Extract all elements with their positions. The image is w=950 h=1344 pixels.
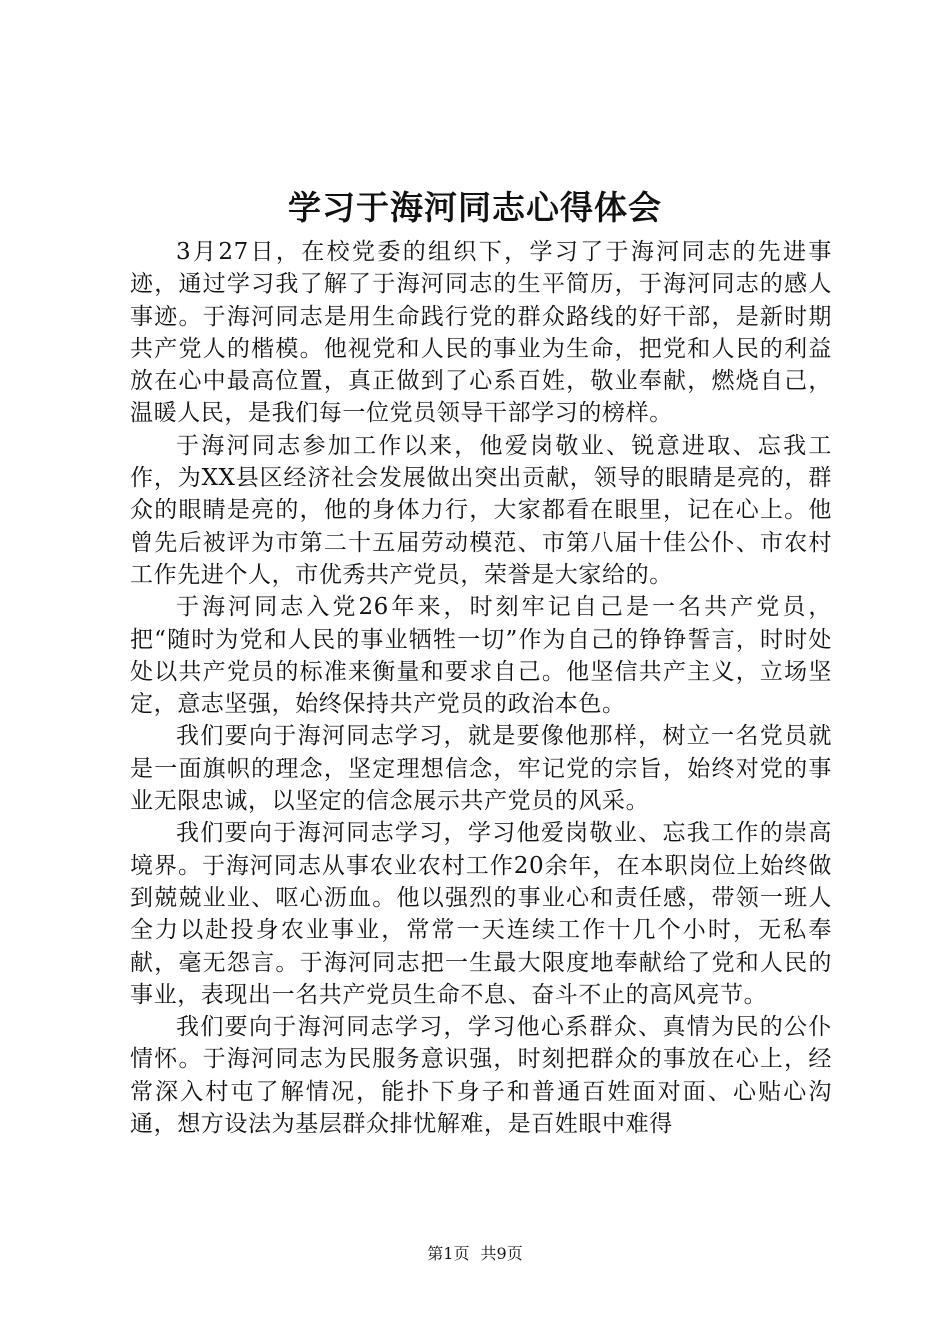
paragraph-5: 我们要向于海河同志学习，学习他爱岗敬业、忘我工作的崇高境界。于海河同志从事农业农村工作20余年，在本职岗位上始终做到兢兢业业、呕心沥血。他以强烈的事业心和责任感，带领一班人全力以赴投身农业事业，常常一天连续工作十几个小时，无私奉献，毫无怨言。于海河同志把一生最大限度地奉献给了党和人民的事业，表现出一名共产党员生命不息、奋斗不止的高风亮节。 (130, 820, 832, 1008)
document-title: 学习于海河同志心得体会 (288, 188, 662, 227)
paragraph-6: 我们要向于海河同志学习，学习他心系群众、真情为民的公仆情怀。于海河同志为民服务意识强，时刻把群众的事放在心上，经常深入村屯了解情况，能扑下身子和普通百姓面对面、心贴心沟通，想方设法为基层群众排忧解难，是百姓眼中难得 (130, 1014, 832, 1138)
document-body (130, 236, 832, 1140)
page-footer (0, 1243, 950, 1265)
page-number: 第1页 (427, 1244, 470, 1263)
paragraph-3: 于海河同志入党26年来，时刻牢记自己是一名共产党员，把“随时为党和人民的事业牺牲一切”作为自己的铮铮誓言，时时处处以共产党员的标准来衡量和要求自己。他坚信共产主义，立场坚定，意志坚强，始终保持共产党员的政治本色。 (130, 594, 832, 718)
paragraph-1: 3月27日，在校党委的组织下，学习了于海河同志的先进事迹，通过学习我了解了于海河同志的生平简历，于海河同志的感人事迹。于海河同志是用生命践行党的群众路线的好干部，是新时期共产党人的楷模。他视党和人民的事业为生命，把党和人民的利益放在心中最高位置，真正做到了心系百姓，敬业奉献，燃烧自己，温暖人民，是我们每一位党员领导干部学习的榜样。 (130, 239, 832, 427)
paragraph-4: 我们要向于海河同志学习，就是要像他那样，树立一名党员就是一面旗帜的理念，坚定理想信念，牢记党的宗旨，始终对党的事业无限忠诚，以坚定的信念展示共产党员的风采。 (130, 723, 832, 815)
page-total: 共9页 (480, 1244, 523, 1263)
paragraph-2: 于海河同志参加工作以来，他爱岗敬业、锐意进取、忘我工作，为XX县区经济社会发展做出突出贡献，领导的眼睛是亮的，群众的眼睛是亮的，他的身体力行，大家都看在眼里，记在心上。他曾先后被评为市第二十五届劳动模范、市第八届十佳公仆、市农村工作先进个人，市优秀共产党员，荣誉是大家给的。 (130, 432, 832, 588)
